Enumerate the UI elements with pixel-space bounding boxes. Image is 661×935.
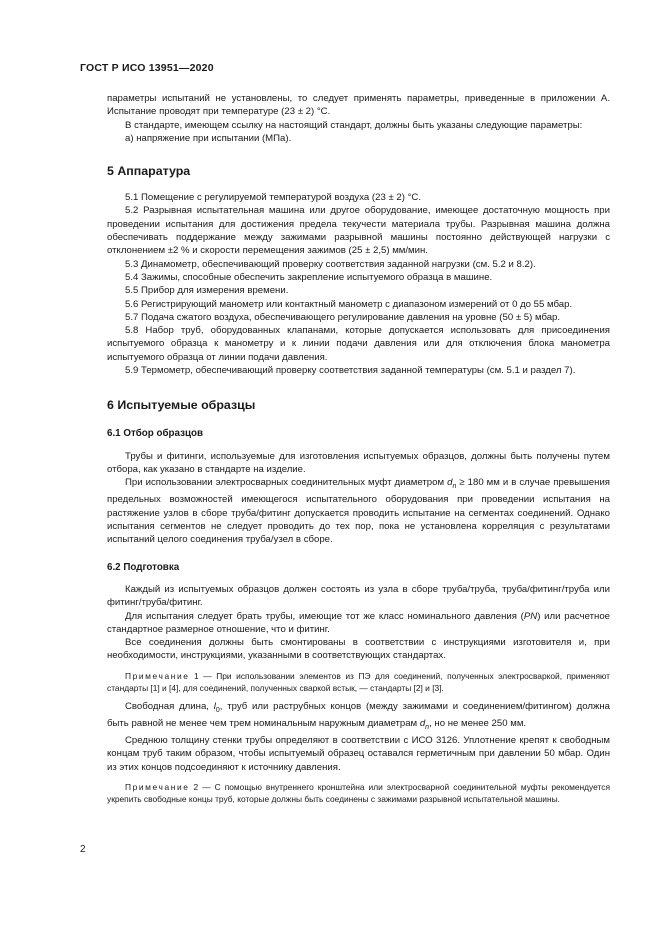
item-5-3: 5.3 Динамометр, обеспечивающий проверку соответствия заданной нагрузки (см. 5.2 и 8.2).	[125, 258, 536, 270]
item-5-6: 5.6 Регистрирующий манометр или контактный манометр с диапазоном измерений от 0 до 55 мбар.	[125, 298, 573, 310]
paragraph-6-2-3: Все соединения должны быть смонтированы в соответствии с инструкциями изготовителя и, при необходимости, инструкциями, указанными в соответствующих стандартах.	[107, 637, 610, 662]
item-5-2: 5.2 Разрывная испытательная машина или другое оборудование, имеющее достаточную мощность при проведении испытания для достижения предела текучести материала трубы. Разрывная машина должна обеспечивать поддержание между зажимами разрывной машины постоянно действующей нагрузки с отклонением ±2 % и скорости перемещения зажимов (25 ± 2,5) мм/мин.	[107, 205, 610, 257]
item-5-7: 5.7 Подача сжатого воздуха, обеспечивающего регулирование давления на уровне (50 ± 5) мбар.	[125, 311, 561, 323]
subsection-6-2-heading: 6.2 Подготовка	[107, 561, 180, 573]
paragraph-6-2-4: Свободная длина, $l_0$, труб или раструбных концов (между зажимами и соединением/фитингом) должна быть равной не менее чем трем номинальным наружным диаметрам $d_n$, но не менее 250 мм.	[107, 700, 610, 731]
standard-header: ГОСТ Р ИСО 13951—2020	[80, 62, 214, 74]
paragraph-6-2-2: Для испытания следует брать трубы, имеющие тот же класс номинального давления (PN) или расчетное стандартное размерное отношение, что и фитинг.	[107, 610, 610, 635]
item-5-9: 5.9 Термометр, обеспечивающий проверку соответствия заданной температуры (см. 5.1 и раздел 7).	[125, 365, 576, 377]
page-number: 2	[80, 844, 86, 855]
item-5-8: 5.8 Набор труб, оборудованных клапанами, которые допускается использовать для присоединения испытуемого образца к манометру и к линии подачи давления или для отключения блока манометра испытуемого образца от линии подачи давления.	[107, 325, 610, 363]
item-5-4: 5.4 Зажимы, способные обеспечить закрепление испытуемого образца в машине.	[125, 271, 493, 283]
note-2: Примечание 2 — С помощью внутреннего кронштейна или электросварной соединительной муфты рекомендуется укрепить свободные концы труб, которые должны быть соединены с зажимами разрывной испытательной машины.	[107, 782, 610, 804]
intro-paragraph-3: а) напряжение при испытании (МПа).	[125, 132, 292, 144]
paragraph-6-2-1: Каждый из испытуемых образцов должен состоять из узла в сборе труба/труба, труба/фитинг/труба или фитинг/труба/фитинг.	[107, 583, 610, 609]
section-6-heading: 6 Испытуемые образцы	[107, 398, 256, 413]
note-1: Примечание 1 — При использовании элементов из ПЭ для соединений, полученных электросваркой, применяют стандарты [1] и [4], для соединений, полученных сваркой встык, — стандарты [2] и [3].	[107, 670, 610, 693]
section-5-heading: 5 Аппаратура	[107, 164, 191, 179]
paragraph-6-2-5: Среднюю толщину стенки трубы определяют в соответствии с ИСО 3126. Уплотнение крепят к свободным концам труб таким образом, чтобы испытуемый образец оставался герметичным при давлении 50 мбар. Один из этих концов подсоединяют к источнику давления.	[107, 735, 610, 773]
document-body	[107, 92, 610, 809]
item-5-1: 5.1 Помещение с регулируемой температурой воздуха (23 ± 2) °С.	[125, 192, 421, 204]
intro-paragraph-1: параметры испытаний не установлены, то следует применять параметры, приведенные в приложении А. Испытание проводят при температуре (23 ± 2) °С.	[107, 93, 610, 118]
item-5-5: 5.5 Прибор для измерения времени.	[125, 285, 289, 297]
intro-paragraph-2: В стандарте, имеющем ссылку на настоящий стандарт, должны быть указаны следующие параметры:	[125, 119, 583, 131]
paragraph-6-1-1: Трубы и фитинги, используемые для изготовления испытуемых образцов, должны быть получены путем отбора, как указано в стандарте на изделие.	[107, 450, 610, 475]
subsection-6-1-heading: 6.1 Отбор образцов	[107, 428, 203, 440]
paragraph-6-1-2: При использовании электросварных соединительных муфт диаметром $d_n \ge 180$ мм и в случае превышения предельных возможностей имеющегося испытательного оборудования при проведении испытания на растяжение узлов в сборе труба/фитинг допускается проводить испытание на сегментах соединений. Однако испытания сегментов не следует проводить до тех пор, пока не установлена корреляция с результатами испытаний целого соединения труба/узел в сборе.	[107, 477, 610, 546]
